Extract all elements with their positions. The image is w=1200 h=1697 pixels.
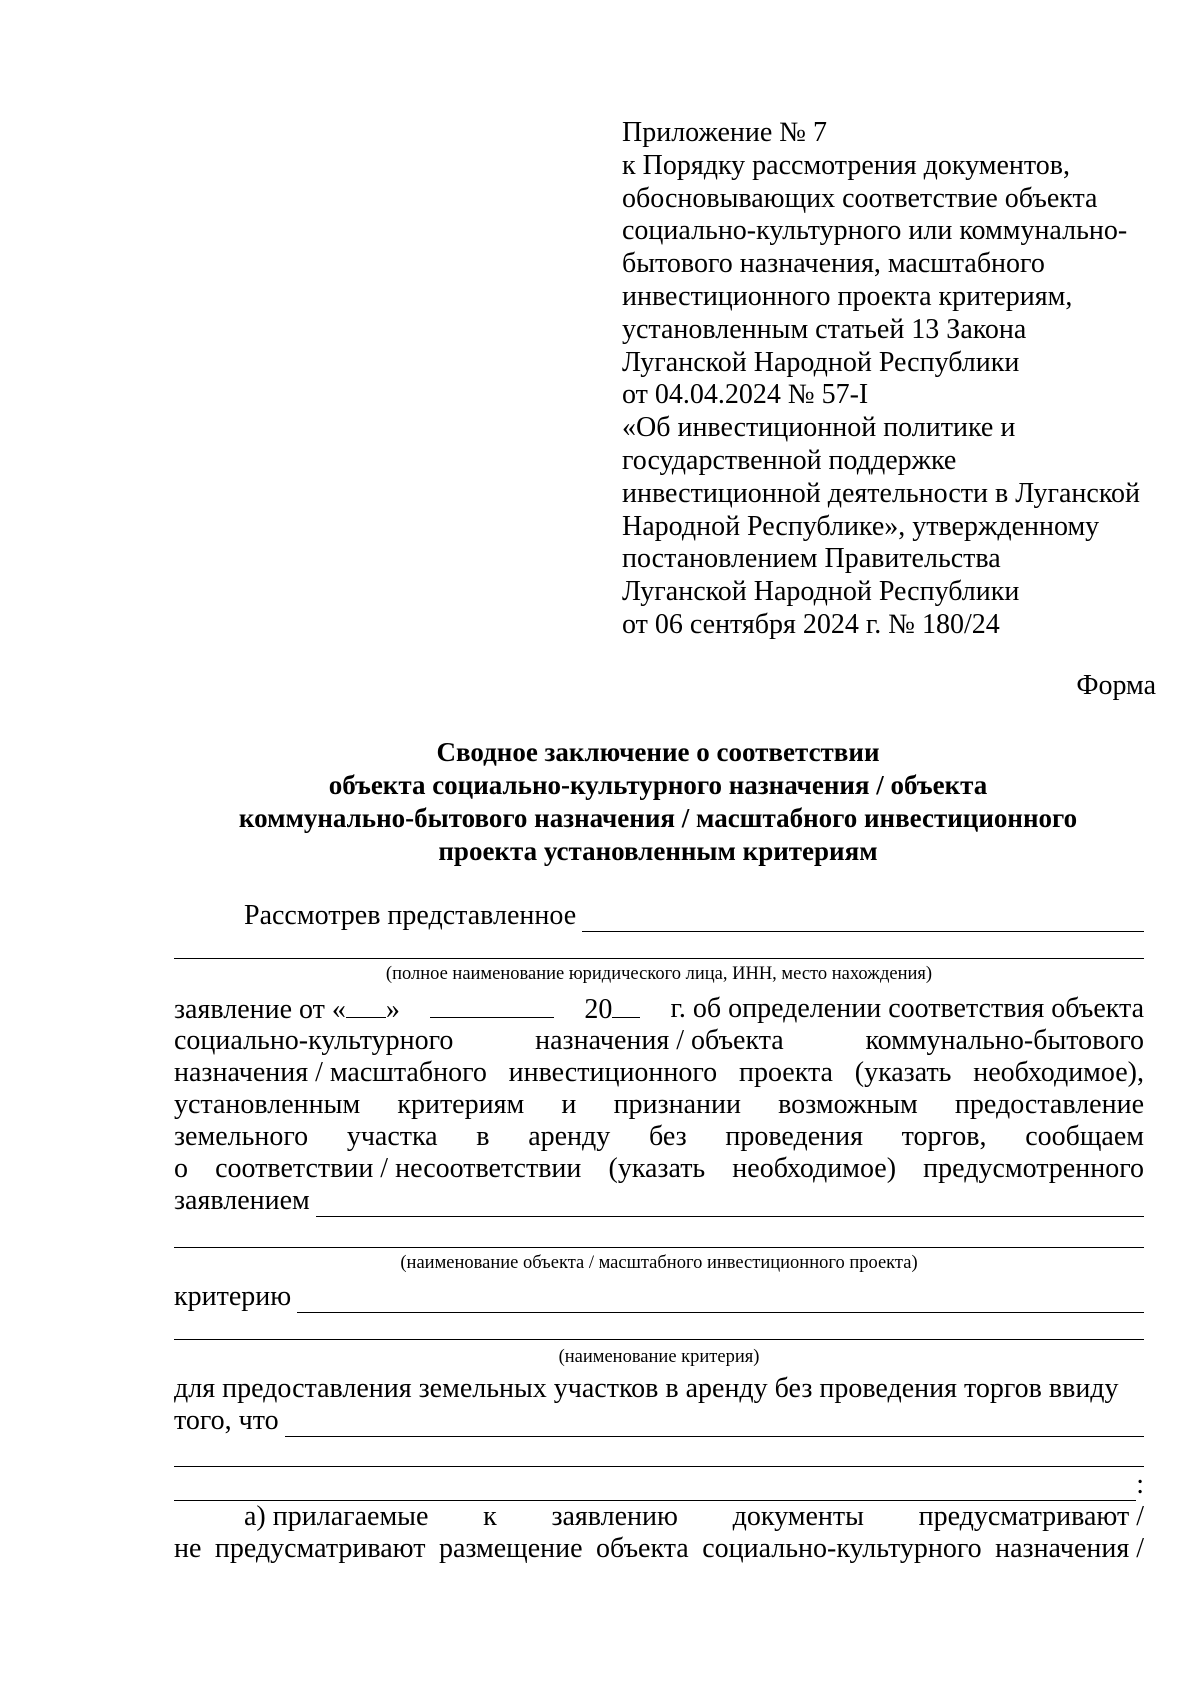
body-line-2 [174, 1025, 1144, 1057]
body-text: критериям [397, 1089, 525, 1120]
body-line-8: для предоставления земельных участков в аренду без проведения торгов ввиду [174, 1373, 1119, 1404]
title-line: коммунально-бытового назначения / масштабного инвестиционного [238, 803, 1078, 833]
object-name-field-2[interactable] [174, 1247, 1144, 1248]
body-text: и [561, 1089, 577, 1120]
appendix-line: установленным статьей 13 Закона [622, 313, 1027, 345]
criterion-line [174, 1281, 1144, 1313]
body-text: назначения / объекта [535, 1025, 784, 1056]
day-field[interactable] [346, 993, 386, 1018]
body-text: установленным [174, 1089, 361, 1120]
caption-object: (наименование объекта / масштабного инвестиционного проекта) [400, 1253, 918, 1273]
appendix-line: Луганской Народной Республики [622, 576, 1020, 608]
body-text: (указать [854, 1057, 952, 1088]
appendix-line: Народной Республике», утвержденному [622, 510, 1100, 542]
object-name-field[interactable] [316, 1190, 1144, 1217]
body-line-7 [174, 1185, 1144, 1217]
body-line-4 [174, 1089, 1144, 1121]
appendix-line: от 04.04.2024 № 57-I [622, 379, 869, 411]
criterion-field[interactable] [297, 1286, 1144, 1313]
appendix-line: Приложение № 7 [622, 117, 827, 148]
body-text: заявление от « » [174, 994, 400, 1025]
body-line-11 [174, 1533, 1144, 1565]
body-text: не [174, 1533, 202, 1564]
appendix-line: Луганской Народной Республики [622, 346, 1020, 378]
title-line: объекта социально-культурного назначения / объекта [328, 770, 988, 800]
body-text: в [476, 1121, 490, 1152]
appendix-line: социально-культурного или коммунально- [622, 215, 1128, 247]
body-line-6 [174, 1153, 1144, 1185]
body-text: документы [732, 1501, 864, 1532]
body-line-5 [174, 1121, 1144, 1153]
criterion-field-2[interactable] [174, 1339, 1144, 1340]
body-text: к [483, 1501, 497, 1532]
reason-line-3 [174, 1469, 1144, 1501]
reason-field[interactable] [285, 1410, 1144, 1437]
appendix-line: бытового назначения, масштабного [622, 248, 1045, 280]
body-text: размещение [438, 1533, 583, 1564]
body-text: без [648, 1121, 687, 1152]
body-text: назначения / масштабного [174, 1057, 487, 1088]
reason-field-2[interactable] [174, 1466, 1144, 1467]
body-text: земельного [174, 1121, 309, 1152]
title-line: проекта установленным критериям [438, 836, 878, 866]
body-text: предусмотренного [923, 1153, 1144, 1184]
appendix-line: обосновывающих соответствие объекта [622, 182, 1098, 214]
appendix-line: от 06 сентября 2024 г. № 180/24 [622, 608, 1000, 640]
appendix-line: инвестиционного проекта критериям, [622, 280, 1073, 312]
body-text: заявлением [174, 1185, 310, 1216]
body-line-10 [244, 1501, 1144, 1533]
body-text: возможным [778, 1089, 918, 1120]
body-text: заявлению [551, 1501, 678, 1532]
title-line: Сводное заключение о соответствии [436, 737, 880, 767]
body-text: социально-культурного [702, 1533, 982, 1564]
month-field[interactable] [430, 993, 554, 1018]
body-text: необходимое), [973, 1057, 1144, 1088]
appendix-line: постановлением Правительства [622, 543, 1001, 575]
appendix-line: к Порядку рассмотрения документов, [622, 149, 1070, 181]
body-text: того, что [174, 1405, 279, 1436]
reviewed-label: Рассмотрев представленное [244, 900, 577, 931]
appendix-line: «Об инвестиционной политике и [622, 412, 1016, 444]
document-title [160, 736, 1156, 868]
body-line-9 [174, 1405, 1144, 1437]
body-text: а) прилагаемые [244, 1501, 429, 1532]
body-text: проекта [738, 1057, 833, 1088]
colon: : [1136, 1469, 1144, 1500]
body-text: признании [613, 1089, 741, 1120]
body-text: социально-культурного [174, 1025, 454, 1056]
body-text: предоставление [954, 1089, 1144, 1120]
body-line-3 [174, 1057, 1144, 1089]
body-text: г. об определении соответствия объекта [670, 993, 1144, 1024]
appendix-line: инвестиционной деятельности в Луганской [622, 477, 1141, 509]
appendix-header [622, 117, 1182, 642]
body-text: инвестиционного [508, 1057, 718, 1088]
body-text: критерию [174, 1281, 292, 1312]
body-text: соответствии / несоответствии [215, 1153, 582, 1184]
appendix-line: государственной поддержке [622, 444, 957, 476]
form-label: Форма [1076, 670, 1156, 701]
body-text: коммунально-бытового [865, 1025, 1144, 1056]
body-text: участка [346, 1121, 438, 1152]
body-text: о [174, 1153, 188, 1184]
year-field[interactable] [612, 993, 640, 1018]
body-text: аренду [528, 1121, 611, 1152]
body-text: (указать [608, 1153, 706, 1184]
body-text: торгов, [901, 1121, 987, 1152]
body-text: назначения / [995, 1533, 1144, 1564]
body-text: сообщаем [1025, 1121, 1144, 1152]
entity-name-field[interactable] [582, 905, 1144, 932]
body-text: 20 [584, 993, 640, 1026]
body-text: проведения [725, 1121, 863, 1152]
body-text: предусматривают / [918, 1501, 1144, 1532]
reviewed-line [244, 900, 1144, 932]
entity-name-field-2[interactable] [174, 958, 1144, 959]
body-text: необходимое) [732, 1153, 897, 1184]
caption-criterion: (наименование критерия) [558, 1347, 760, 1367]
reason-field-3[interactable] [174, 1474, 1136, 1501]
caption-entity: (полное наименование юридического лица, ИНН, место нахождения) [385, 964, 933, 984]
body-text: объекта [596, 1533, 689, 1564]
body-line-1 [174, 993, 1144, 1026]
body-text: предусматривают [214, 1533, 426, 1564]
